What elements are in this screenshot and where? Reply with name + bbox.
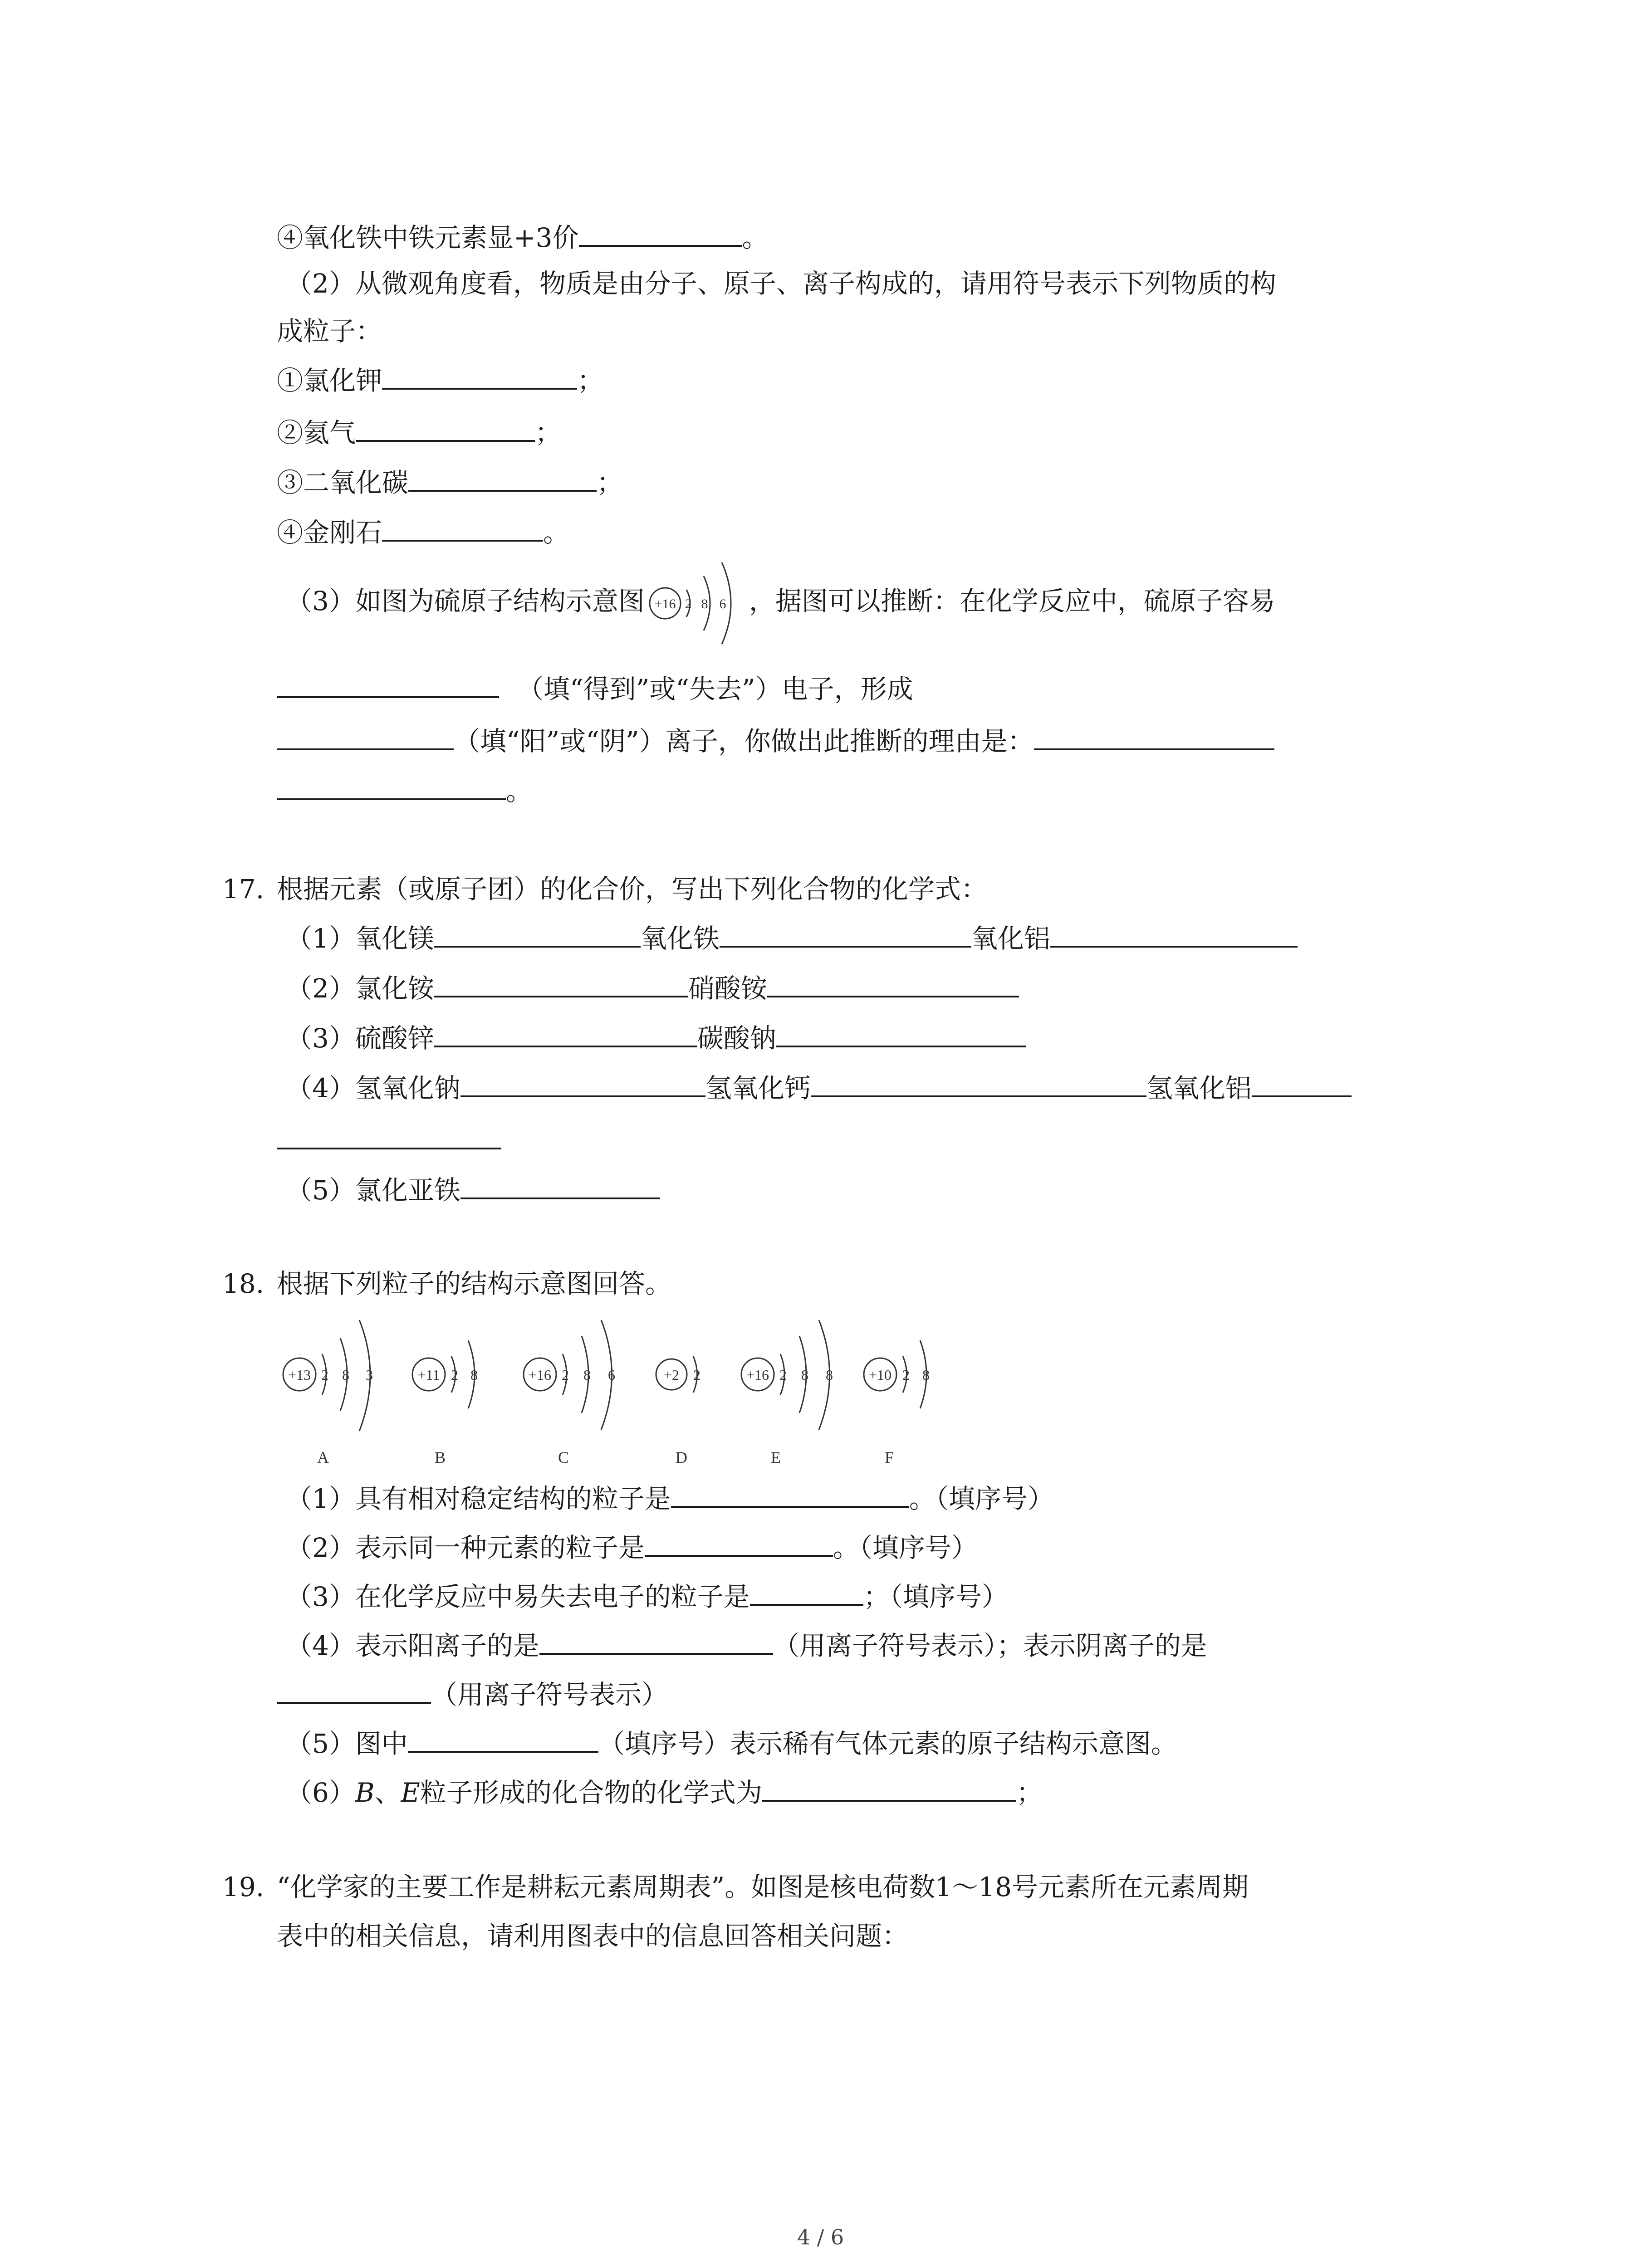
- svg-text:+10: +10: [868, 1367, 892, 1383]
- compound-label: （3）硫酸锌: [286, 1023, 434, 1054]
- q16-part3-text-cont: ，据图可以推断：在化学反应中，硫原子容易: [749, 586, 1275, 616]
- answer-blank[interactable]: [671, 1479, 909, 1508]
- q16-part2-intro-cont: 成粒子：: [277, 316, 382, 347]
- q16-item-diamond: [277, 513, 569, 551]
- q17-number: 17.: [222, 874, 265, 904]
- answer-blank[interactable]: [277, 1120, 501, 1149]
- sub-question-text: （填序号）表示稀有气体元素的原子结构示意图。: [598, 1728, 1177, 1759]
- shell-electrons: 2: [685, 596, 692, 611]
- sub-question-text: （3）在化学反应中易失去电子的粒子是: [286, 1581, 750, 1612]
- compound-label: 碳酸钠: [697, 1023, 776, 1054]
- particle-c: [524, 1320, 615, 1430]
- q16-part3-line4: [277, 771, 532, 809]
- answer-blank[interactable]: [277, 771, 506, 800]
- particle-b: [412, 1340, 478, 1408]
- q18-sub5: [286, 1724, 1177, 1762]
- punct: ；: [1016, 1777, 1043, 1808]
- svg-text:8: 8: [583, 1367, 591, 1383]
- q16-part3-line1: [286, 583, 1275, 621]
- answer-blank[interactable]: [408, 1724, 598, 1753]
- particle-label: F: [884, 1448, 894, 1466]
- compound-label: 氧化铁: [640, 923, 720, 954]
- svg-text:8: 8: [470, 1367, 478, 1383]
- svg-text:+16: +16: [528, 1367, 552, 1383]
- q18-sub2: [286, 1528, 978, 1566]
- q16-item-he: [277, 413, 561, 451]
- sub-question-text: 粒子形成的化合物的化学式为: [420, 1777, 762, 1808]
- q16-item-co2: [277, 463, 623, 501]
- answer-blank[interactable]: [811, 1068, 1146, 1097]
- answer-blank[interactable]: [408, 463, 597, 492]
- compound-label: （1）氧化镁: [286, 923, 434, 954]
- punct: ；: [577, 365, 604, 396]
- svg-text:6: 6: [608, 1367, 615, 1383]
- svg-text:2: 2: [693, 1367, 700, 1383]
- shell-electrons: 6: [719, 596, 726, 611]
- q16-part3-line2: [277, 669, 913, 707]
- item-label: ①氯化钾: [277, 365, 382, 396]
- answer-blank[interactable]: [382, 513, 543, 542]
- svg-text:+13: +13: [288, 1367, 311, 1383]
- svg-text:2: 2: [451, 1367, 458, 1383]
- particle-label: D: [676, 1448, 687, 1466]
- answer-blank[interactable]: [434, 1018, 697, 1047]
- answer-blank[interactable]: [579, 218, 742, 247]
- particle-e: [741, 1320, 833, 1430]
- item-label: ④金刚石: [277, 517, 382, 548]
- q16-part3-line3: [277, 721, 1274, 759]
- q17-row3: [286, 1018, 1026, 1056]
- q17-row2: [286, 968, 1019, 1007]
- particle-label: B: [434, 1448, 446, 1466]
- punct: 。: [543, 517, 570, 548]
- punct: 。: [742, 222, 769, 253]
- q17-row5: [286, 1170, 660, 1208]
- q17-row4: [286, 1068, 1352, 1106]
- answer-blank[interactable]: [539, 1626, 773, 1655]
- compound-label: 氢氧化铝: [1146, 1073, 1252, 1104]
- svg-text:2: 2: [902, 1367, 910, 1383]
- svg-text:8: 8: [922, 1367, 930, 1383]
- sub-question-text: （2）表示同一种元素的粒子是: [286, 1532, 645, 1563]
- svg-text:+16: +16: [746, 1367, 769, 1383]
- svg-text:2: 2: [321, 1367, 328, 1383]
- sub-question-text: （6）: [286, 1777, 355, 1808]
- compound-label: 氧化铝: [971, 923, 1050, 954]
- svg-text:+11: +11: [417, 1367, 440, 1383]
- answer-blank[interactable]: [277, 669, 499, 698]
- particle-structure-diagrams: [272, 1311, 980, 1479]
- q16-part3-text: （填“阳”或“阴”）离子，你做出此推断的理由是：: [454, 726, 1034, 757]
- answer-blank[interactable]: [767, 968, 1019, 997]
- q18-number: 18.: [222, 1268, 265, 1299]
- q19-line1: “化学家的主要工作是耕耘元素周期表”。如图是核电荷数1～18号元素所在元素周期: [277, 1872, 1249, 1902]
- shell-electrons: 8: [701, 596, 708, 611]
- answer-blank[interactable]: [762, 1773, 1016, 1802]
- compound-label: （2）氯化铵: [286, 973, 434, 1004]
- q18-sub4: [286, 1626, 1207, 1664]
- q18-sub3: [286, 1577, 1008, 1615]
- answer-blank[interactable]: [434, 968, 688, 997]
- answer-blank[interactable]: [277, 1675, 431, 1704]
- q17-row4-cont: [277, 1120, 501, 1158]
- q18-sub6: [286, 1773, 1043, 1811]
- sub-question-text: （1）具有相对稳定结构的粒子是: [286, 1483, 671, 1514]
- q16-line-iron-valence: [277, 218, 769, 256]
- q17-title: 根据元素（或原子团）的化合价，写出下列化合物的化学式：: [277, 874, 988, 904]
- compound-label: （5）氯化亚铁: [286, 1175, 460, 1206]
- answer-blank[interactable]: [382, 361, 577, 390]
- q16-part3-text: （3）如图为硫原子结构示意图: [286, 586, 645, 616]
- answer-blank[interactable]: [277, 721, 454, 750]
- q18-sub1: [286, 1479, 1054, 1517]
- answer-blank[interactable]: [434, 919, 641, 948]
- particle-ref: E: [401, 1777, 420, 1808]
- compound-label: 氢氧化钙: [705, 1073, 811, 1104]
- q19-number: 19.: [222, 1872, 265, 1902]
- sulfur-atom-svg: [645, 547, 749, 660]
- answer-blank[interactable]: [720, 919, 971, 948]
- compound-label: 硝酸铵: [688, 973, 767, 1004]
- q18-sub4-cont: [277, 1675, 668, 1713]
- q16-iron-text: ④氧化铁中铁元素显+3价: [277, 222, 579, 253]
- sub-question-text: 。（填序号）: [833, 1532, 978, 1563]
- particle-f: [864, 1340, 930, 1408]
- item-label: ③二氧化碳: [277, 467, 409, 498]
- svg-text:3: 3: [366, 1367, 373, 1383]
- punct: 。: [506, 776, 533, 807]
- particle-label: C: [558, 1448, 569, 1466]
- answer-blank[interactable]: [1252, 1068, 1352, 1097]
- answer-blank[interactable]: [750, 1577, 863, 1606]
- sulfur-atom-diagram: [645, 585, 749, 621]
- particle-ref: B: [355, 1777, 375, 1808]
- sub-question-text: 。（填序号）: [909, 1483, 1054, 1514]
- svg-text:8: 8: [801, 1367, 808, 1383]
- q16-part2-intro: （2）从微观角度看，物质是由分子、原子、离子构成的，请用符号表示下列物质的构: [286, 268, 1276, 299]
- answer-blank[interactable]: [776, 1018, 1026, 1047]
- sub-question-text: ；（填序号）: [863, 1581, 1008, 1612]
- page-number: 4 / 6: [797, 2225, 844, 2249]
- answer-blank[interactable]: [460, 1068, 705, 1097]
- particle-a: [283, 1320, 373, 1431]
- particle-label: A: [317, 1448, 329, 1466]
- q16-item-kcl: [277, 361, 603, 399]
- compound-label: （4）氢氧化钠: [286, 1073, 460, 1104]
- punct: 、: [374, 1777, 401, 1808]
- answer-blank[interactable]: [356, 413, 535, 442]
- svg-text:8: 8: [826, 1367, 833, 1383]
- sub-question-text: （用离子符号表示）；表示阴离子的是: [773, 1630, 1207, 1661]
- answer-blank[interactable]: [645, 1528, 833, 1557]
- q17-row1: [286, 919, 1298, 957]
- answer-blank[interactable]: [1050, 919, 1298, 948]
- particle-d: [656, 1356, 700, 1393]
- svg-text:2: 2: [779, 1367, 787, 1383]
- nucleus-charge: +16: [654, 596, 676, 611]
- sub-question-text: （4）表示阳离子的是: [286, 1630, 539, 1661]
- punct: ；: [597, 467, 623, 498]
- q16-part3-text: （填“得到”或“失去”）电子，形成: [517, 674, 913, 704]
- svg-text:8: 8: [342, 1367, 349, 1383]
- sub-question-text: （5）图中: [286, 1728, 408, 1759]
- punct: ；: [535, 417, 562, 448]
- item-label: ②氦气: [277, 417, 356, 448]
- particle-label: E: [771, 1448, 781, 1466]
- answer-blank[interactable]: [460, 1170, 660, 1199]
- sub-question-text: （用离子符号表示）: [431, 1679, 668, 1710]
- q18-title: 根据下列粒子的结构示意图回答。: [277, 1268, 672, 1299]
- q19-line2: 表中的相关信息，请利用图表中的信息回答相关问题：: [277, 1921, 909, 1951]
- answer-blank[interactable]: [1034, 721, 1274, 750]
- svg-text:+2: +2: [663, 1367, 680, 1383]
- svg-text:2: 2: [562, 1367, 569, 1383]
